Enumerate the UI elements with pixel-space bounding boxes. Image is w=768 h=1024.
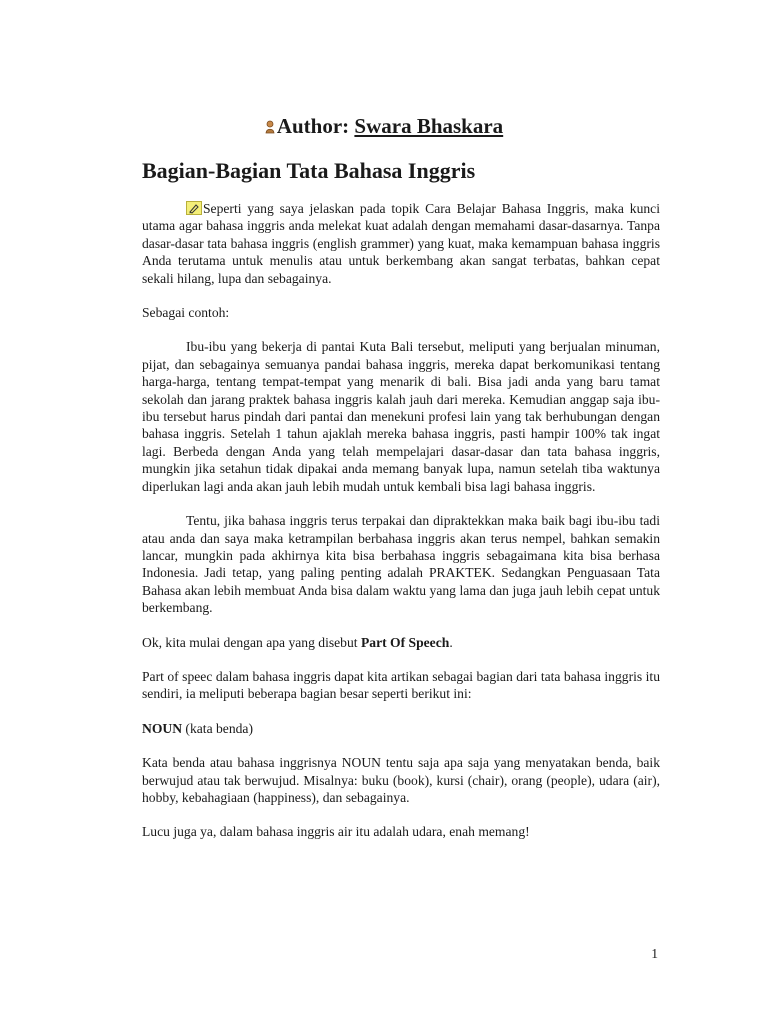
example-paragraph: Ibu-ibu yang bekerja di pantai Kuta Bali tersebut, meliputi yang berjualan minuman, pijat, dan sebagainya semuanya pandai bahasa inggris, mereka dapat berkomunikasi tentang harga-harga, tentang tempat-tempat yang menarik di bali. Bisa jadi anda yang baru tamat sekolah dan jarang praktek bahasa inggris kalah jauh dari mereka. Kemudian anggap saja ibu-ibu tersebut harus pindah dari pantai dan menekuni profesi lain yang tak berhubungan dengan bahasa inggris. Setelah 1 tahun ajaklah mereka bahasa inggris, pasti hampir 100% tak ingat lagi. Berbeda dengan Anda yang telah mempelajari dasar-dasar dan tata bahasa inggris, mungkin jika setahun tidak dipakai anda memang banyak lupa, namun setelah tiba waktunya diperlukan lagi anda akan jauh lebih mudah untuk kembali bisa lagi bahasa inggris. bbox=[142, 339, 660, 494]
noun-definition: Kata benda atau bahasa inggrisnya NOUN tentu saja apa saja yang menyatakan benda, baik berwujud atau tak berwujud. Misalnya: buku (book), kursi (chair), orang (people), udara (air), hobby, kebahagiaan (happiness), dan sebagainya. bbox=[142, 755, 660, 805]
example-label: Sebagai contoh: bbox=[142, 305, 230, 321]
author-prefix: Author: bbox=[276, 114, 355, 138]
document-body bbox=[142, 200, 660, 858]
author-line bbox=[0, 114, 768, 139]
page-number: 1 bbox=[651, 946, 658, 961]
closing-remark: Lucu juga ya, dalam bahasa inggris air itu adalah udara, enah memang! bbox=[142, 824, 530, 840]
author-name[interactable]: Swara Bhaskara bbox=[354, 114, 504, 138]
intro-paragraph bbox=[142, 200, 660, 287]
noun-translation: (kata benda) bbox=[182, 720, 253, 736]
noun-heading bbox=[142, 720, 660, 737]
practice-paragraph: Tentu, jika bahasa inggris terus terpakai dan dipraktekkan maka baik bagi ibu-ibu tadi atau anda dan saya maka ketrampilan berbahasa inggris akan terus nempel, bahkan semakin lancar, mungkin pada akhirnya kita bisa berbahasa inggris sebagaimana kita bisa berhasa Indonesia. Jadi tetap, yang paling penting adalah PRAKTEK. Sedangkan Penguasaan Tata Bahasa akan lebih membuat Anda bisa dalam waktu yang lama dan juga jauh lebih cepat untuk berkembang. bbox=[142, 513, 660, 616]
intro-text: Seperti yang saya jelaskan pada topik Cara Belajar Bahasa Inggris, maka kunci utama agar bahasa inggris anda melekat kuat adalah dengan memahami dasar-dasarnya. Tanpa dasar-dasar tata bahasa inggris (english grammer) yang kuat, maka kemampuan bahasa inggris Anda terutama untuk menulis atau untuk berkembang akan sangat terbatas, bahkan cepat sekali hilang, lupa dan sebagainya. bbox=[142, 201, 660, 286]
start-prefix: Ok, kita mulai dengan apa yang disebut bbox=[142, 634, 361, 650]
part-of-speech-definition: Part of speec dalam bahasa inggris dapat kita artikan sebagai bagian dari tata bahasa inggris itu sendiri, ia meliputi beberapa bagian besar seperti berikut ini: bbox=[142, 668, 660, 702]
start-suffix: . bbox=[449, 634, 453, 650]
part-of-speech-term: Part Of Speech bbox=[360, 634, 450, 650]
noun-term: NOUN bbox=[142, 720, 183, 736]
part-of-speech-intro bbox=[142, 634, 660, 651]
pen-note-icon bbox=[186, 201, 202, 215]
person-icon bbox=[265, 115, 275, 129]
page-title: Bagian-Bagian Tata Bahasa Inggris bbox=[142, 158, 476, 183]
